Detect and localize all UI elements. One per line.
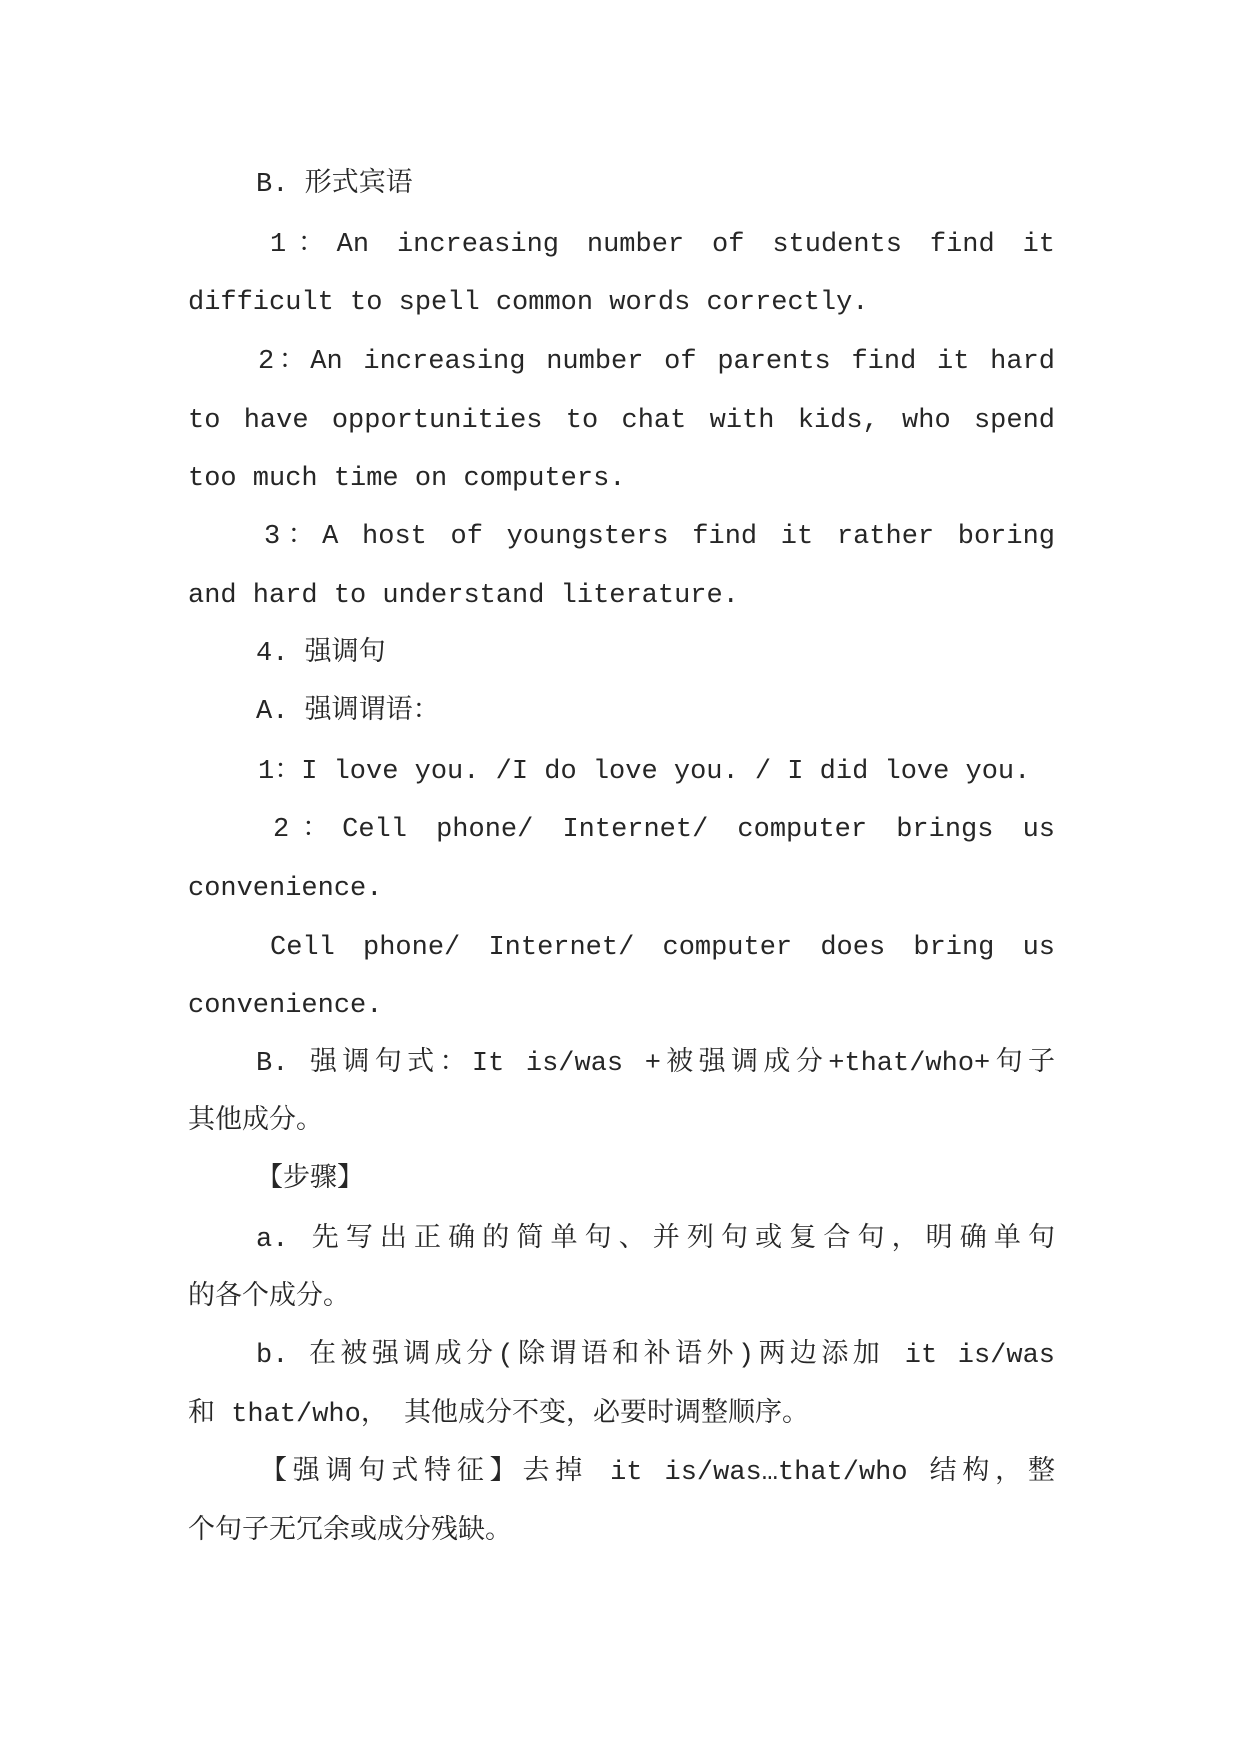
paragraph-line: b. 在被强调成分(除谓语和补语外)两边添加 it is/was	[256, 1341, 1055, 1371]
paragraph-line: a. 先写出正确的简单句、并列句或复合句，明确单句	[256, 1225, 1055, 1255]
heading-emphatic-sentence: 4. 强调句	[256, 639, 386, 669]
paragraph-line: difficult to spell common words correctly.	[188, 288, 869, 318]
paragraph-line: 【强调句式特征】去掉 it is/was…that/who 结构，整	[260, 1458, 1055, 1488]
heading-steps: 【步骤】	[256, 1165, 364, 1195]
paragraph-line: 其他成分。	[188, 1107, 323, 1137]
paragraph-line: Cell phone/ Internet/ computer does bring us	[270, 933, 1055, 963]
paragraph-line: 3：A host of youngsters find it rather boring	[264, 522, 1055, 552]
paragraph-line: 1：An increasing number of students find it	[270, 230, 1055, 260]
paragraph-line: convenience.	[188, 991, 383, 1021]
paragraph-line: 2：Cell phone/ Internet/ computer brings us	[273, 815, 1055, 845]
heading-emphatic-pattern: B. 强调句式：It is/was +被强调成分+that/who+句子	[256, 1049, 1055, 1079]
paragraph-line: 的各个成分。	[188, 1283, 350, 1313]
paragraph-line: to have opportunities to chat with kids, who spend	[188, 406, 1055, 436]
paragraph-line: convenience.	[188, 874, 383, 904]
paragraph-line: too much time on computers.	[188, 464, 626, 494]
paragraph-line: 和 that/who， 其他成分不变，必要时调整顺序。	[188, 1400, 810, 1430]
heading-formal-object: B. 形式宾语	[256, 170, 413, 200]
paragraph-line: 个句子无冗余或成分残缺。	[188, 1517, 512, 1547]
paragraph-line: 1：I love you. /I do love you. / I did love you.	[258, 757, 1031, 787]
paragraph-line: and hard to understand literature.	[188, 581, 739, 611]
heading-emphasize-predicate: A. 强调谓语：	[256, 697, 440, 727]
paragraph-line: 2：An increasing number of parents find it hard	[258, 347, 1055, 377]
